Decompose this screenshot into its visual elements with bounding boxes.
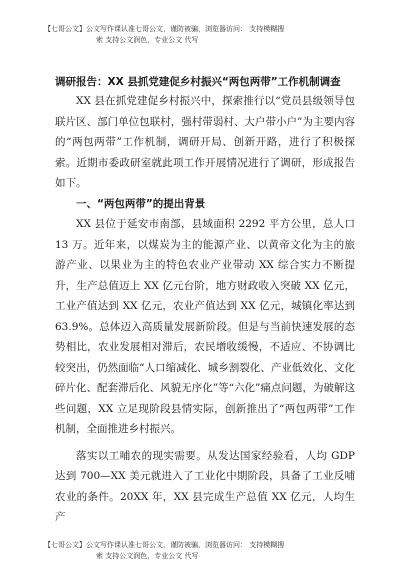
banner-line-1: 【七哥公文】公文写作课认准七哥公文，谨防被骗，浏览器访问： 支持模糊搜 <box>44 25 285 33</box>
banner-line-2: 索 支持公文润色，专业公文 代写 <box>96 552 199 560</box>
document-title: 调研报告：XX 县抓党建促乡村振兴“两包两带”工作机制调查 <box>55 76 341 88</box>
banner-line-2: 索 支持公文润色，专业公文 代写 <box>96 36 199 44</box>
intro-paragraph: XX 县在抓党建促乡村振兴中，探索推行以“党员县级领导包联片区、部门单位包联村，强村带弱村、大户带小户”为主要内容的“两包两带”工作机制，调研开局、创新开路，进行了积极探索。近期市委政研室就此项工作开展情况进行了调研，形成报告如下。 <box>55 95 355 189</box>
watermark-banner-top <box>44 24 384 46</box>
banner-line-1: 【七哥公文】公文写作课认准七哥公文，谨防被骗，浏览器访问： 支持模糊搜 <box>44 541 285 549</box>
watermark-banner-bottom <box>44 540 384 562</box>
industry-feedback-paragraph: 落实以工哺农的现实需要。从发达国家经验看，人均 GDP 达到 700—XX 美元就进入了工业化中期阶段，具备了工业反哺农业的条件。20XX 年，XX 县完成生产总值 XX 亿元，人均生产 <box>55 449 355 523</box>
document-body <box>55 74 355 528</box>
section-heading <box>55 194 355 215</box>
background-paragraph: XX 县位于延安市南部，县域面积 2292 平方公里，总人口 13 万。近年来，以煤炭为主的能源产业、以黄帝文化为主的旅游产业、以果业为主的特色农业产业带动 XX 综合实力不断提升，生产总值迈上 XX 亿元台阶，地方财政收入突破 XX 亿元，工业产值达到 XX 亿元，农业产值达到 XX 亿元，城镇化率达到 63.9%。总体迈入高质量发展新阶段。但是与当前快速发展的态势相比，农业发展相对滞后，农民增收缓慢，不适应、不协调比较突出，仍然面临“人口缩减化、城乡割裂化、产业低效化、文化碎片化、配套滞后化、风貌无序化”等“六化”痛点问题，为破解这些问题，XX 立足现阶段县情实际，创新推出了“两包两带”工作机制，全面推进乡村振兴。 <box>55 218 355 435</box>
section-heading-text: 一、“两包两带”的提出背景 <box>76 197 206 210</box>
